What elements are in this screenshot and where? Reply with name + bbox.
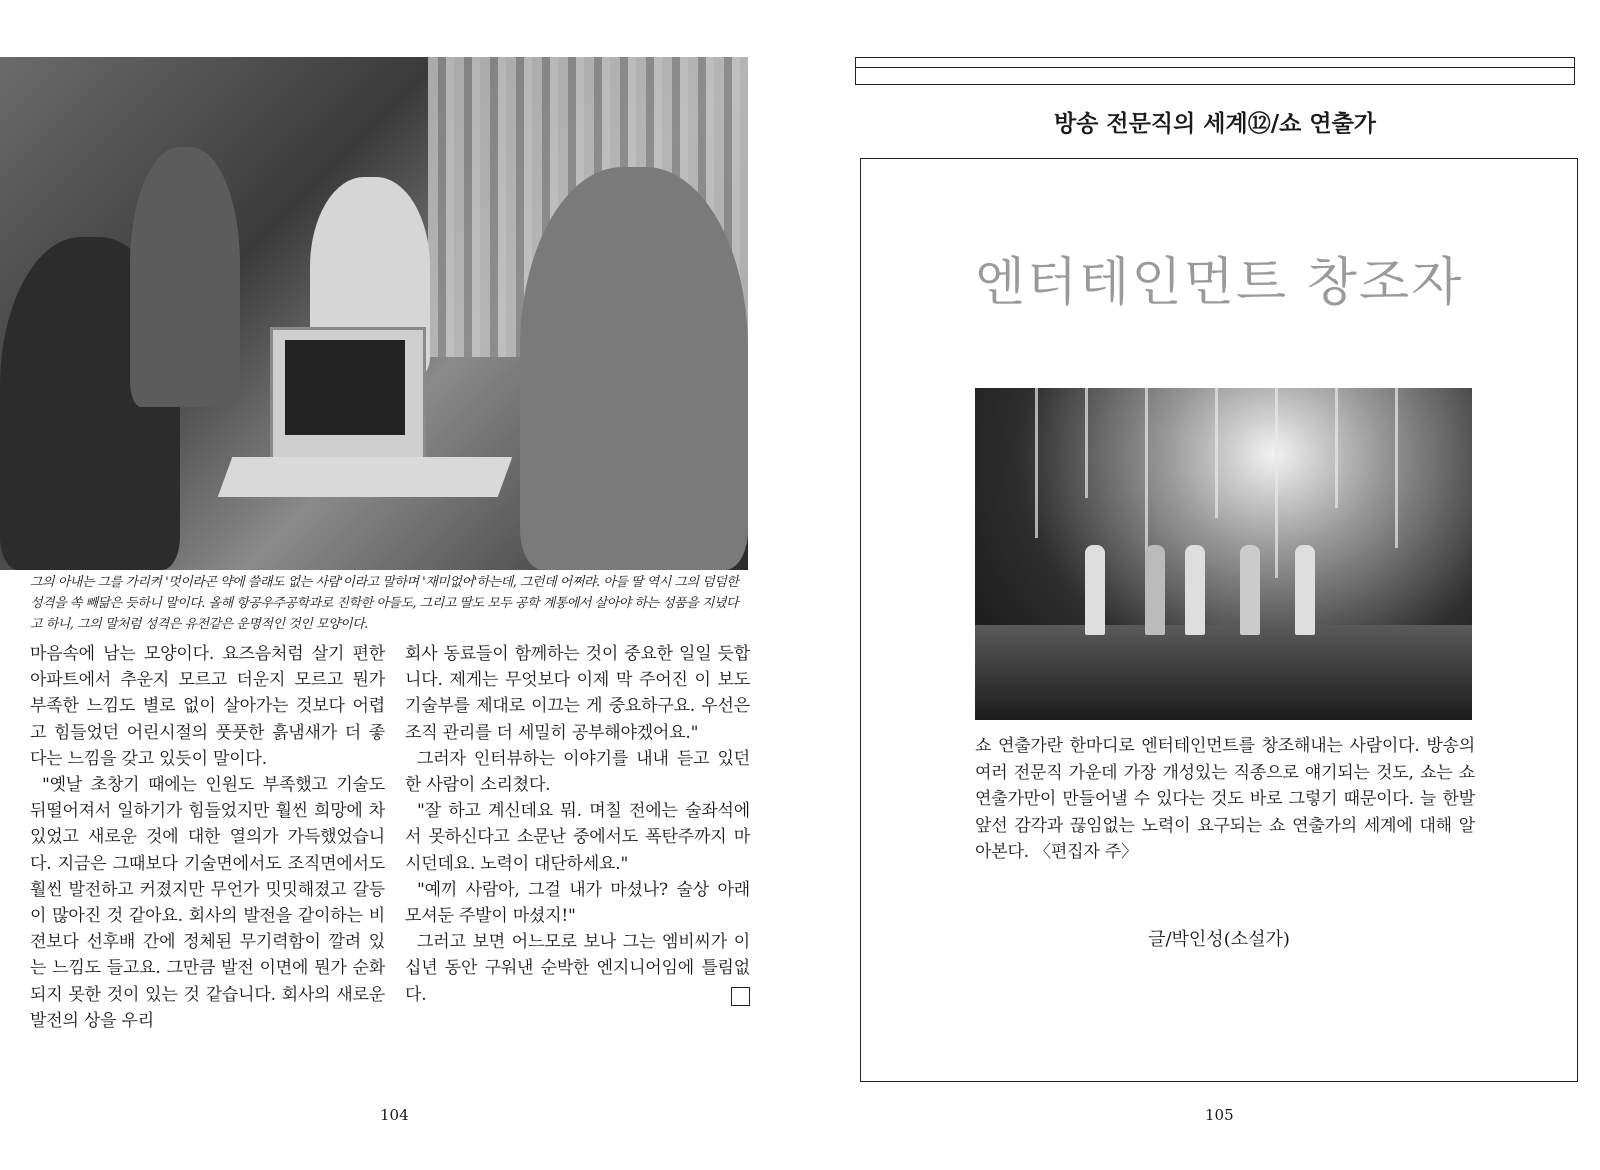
stage-performance-photo: [975, 388, 1472, 720]
performer-figure: [1240, 545, 1260, 635]
computer-monitor-image: [270, 327, 426, 463]
body-column-2: [405, 641, 750, 1008]
series-title: 방송 전문직의 세계⑫/쇼 연출가: [1053, 111, 1377, 137]
end-of-article-mark-icon: [731, 987, 750, 1006]
wife-figure: [130, 147, 240, 407]
performer-figure: [1085, 545, 1105, 635]
stage-light: [1335, 388, 1338, 508]
page-number-right: 105: [1205, 1106, 1234, 1124]
header-rule-box: [855, 57, 1575, 85]
paragraph-final: [405, 929, 750, 1008]
paragraph: "옛날 초창기 때에는 인원도 부족했고 기술도 뒤떨어져서 일하기가 힘들었지만 훨씬 희망에 차 있었고 새로운 것에 대한 열의가 가득했었습니다. 지금은 그때보다 기술면에서도 조직면에서도 훨씬 발전하고 커졌지만 무언가 밋밋해졌고 갈등이 많아진 것 같아요. 회사의 발전을 같이하는 비젼보다 선후배 간에 정체된 무기력함이 깔려 있는 느낌도 들고요. 그만큼 발전 이면에 뭔가 순화되지 못한 것이 있는 것 같습니다. 회사의 새로운 발전의 상을 우리: [30, 775, 385, 1031]
stage-light: [1215, 388, 1218, 518]
paragraph: "예끼 사람아, 그걸 내가 마셨나? 술상 아래 모셔둔 주발이 마셨지!": [405, 879, 750, 927]
son-at-keyboard-figure: [520, 167, 748, 570]
paragraph-final-text: 그러고 보면 어느모로 보나 그는 엠비씨가 이십년 동안 구워낸 순박한 엔지니어임에 틀림없다.: [405, 932, 750, 1005]
stage-floor: [975, 625, 1472, 720]
stage-light: [1085, 388, 1088, 498]
stage-light: [1275, 388, 1278, 578]
performer-figure: [1295, 545, 1315, 635]
paragraph: 회사 동료들이 함께하는 것이 중요한 일일 듯합니다. 제게는 무엇보다 이제 막 주어진 이 보도 기술부를 제대로 이끄는 게 중요하구요. 우선은 조직 관리를 더 세밀히 공부해야겠어요.": [405, 644, 750, 743]
keyboard-image: [218, 457, 513, 497]
byline: 글/박인성(소설가): [1148, 929, 1290, 950]
paragraph: 마음속에 남는 모양이다. 요즈음처럼 살기 편한 아파트에서 추운지 모르고 더운지 모르고 뭔가 부족한 느낌도 별로 없이 살아가는 것보다 어렵고 힘들었던 어린시절의 풋풋한 흙냄새가 더 좋다는 느낌을 갖고 있듯이 말이다.: [30, 644, 385, 769]
family-computer-photo: [0, 57, 748, 570]
photo-caption: 그의 아내는 그를 가리켜 '멋이라곤 약에 쓸래도 없는 사람'이라고 말하며 '재미없어'하는데, 그런데 어쩌랴. 아들 딸 역시 그의 덤덤한 성격을 쏙 빼닮은 듯하니 말이다. 올해 항공우주공학과로 진학한 아들도, 그리고 딸도 모두 공학 계통에서 살아야 하는 성품을 지녔다고 하니, 그의 말처럼 성격은 유전같은 운명적인 것인 모양이다.: [30, 575, 739, 632]
stage-light: [1395, 388, 1398, 548]
paragraph: 그러자 인터뷰하는 이야기를 내내 듣고 있던 한 사람이 소리쳤다.: [405, 748, 750, 796]
page-number-left: 104: [380, 1106, 409, 1124]
editor-intro: 쇼 연출가란 한마디로 엔터테인먼트를 창조해내는 사람이다. 방송의 여러 전문직 가운데 가장 개성있는 직종으로 얘기되는 것도, 쇼는 쇼 연출가만이 만들어낼 수 있다는 것도 바로 그렇기 때문이다. 늘 한발 앞선 감각과 끊임없는 노력이 요구되는 쇼 연출가의 세계에 대해 알아본다. 〈편집자 주〉: [975, 736, 1476, 862]
stage-light: [1145, 388, 1148, 558]
body-column-1: [30, 641, 385, 1034]
performer-figure: [1145, 545, 1165, 635]
headline: 엔터테인먼트 창조자: [974, 253, 1464, 313]
stage-light: [1035, 388, 1038, 538]
paragraph: "잘 하고 계신데요 뭐. 며칠 전에는 술좌석에서 못하신다고 소문난 중에서도 폭탄주까지 마시던데요. 노력이 대단하세요.": [405, 801, 750, 874]
performer-figure: [1185, 545, 1205, 635]
